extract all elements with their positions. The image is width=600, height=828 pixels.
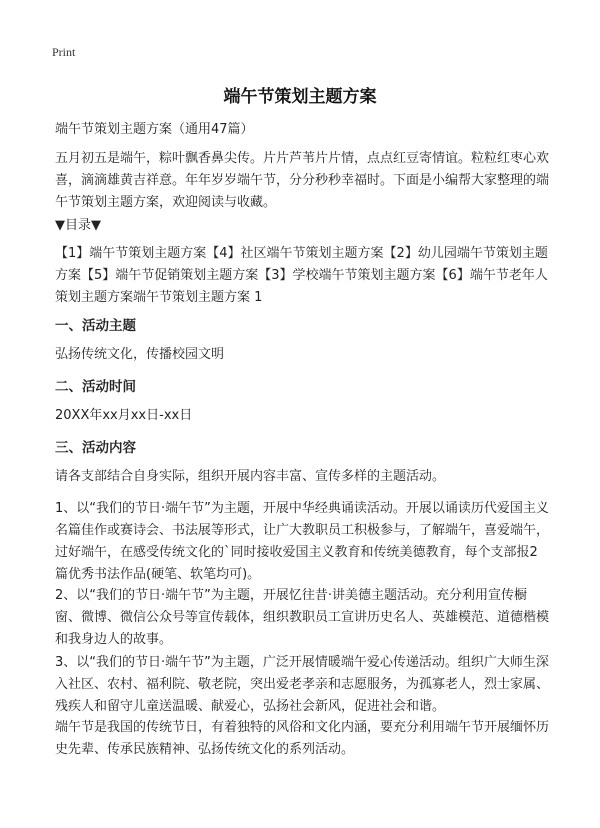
section-heading-theme: 一、活动主题: [55, 318, 136, 334]
section-heading-time: 二、活动时间: [55, 379, 136, 395]
content-paragraph-1: 1、以“我们的节日·端午节”为主题，开展中华经典诵读活动。开展以诵读历代爱国主义名篇佳作或赛诗会、书法展等形式，让广大教职员工积极参与，了解端午，喜爱端午，过好端午，在感受传统文化的`同时接收爱国主义教育和传统美德教育，每个支部报2篇优秀书法作品(硬笔、软笔均可)。: [55, 501, 550, 582]
content-paragraph-3: 3、以“我们的节日·端午节”为主题，广泛开展情暖端午爱心传递活动。组织广大师生深入社区、农村、福利院、敬老院，突出爱老孝亲和志愿服务，为孤寡老人，烈士家属、残疾人和留守儿童送温暖、献爱心，弘扬社会新风，促进社会和谐。: [55, 655, 550, 714]
document-subtitle: 端午节策划主题方案（通用47篇）: [55, 122, 254, 137]
section-body-content: 请各支部结合自身实际，组织开展内容丰富、宣传多样的主题活动。: [55, 469, 446, 484]
document-title: 端午节策划主题方案: [223, 87, 377, 107]
content-paragraph-4: 端午节是我国的传统节日，有着独特的风俗和文化内涵，要充分利用端午节开展缅怀历史先辈、传承民族精神、弘扬传统文化的系列活动。: [55, 720, 550, 757]
intro-paragraph: 五月初五是端午，粽叶飘香鼻尖传。片片芦苇片片情，点点红豆寄情谊。粒粒红枣心欢喜，滴滴雄黄吉祥意。年年岁岁端午节，分分秒秒幸福时。下面是小编帮大家整理的端午节策划主题方案，欢迎阅读与收藏。: [55, 151, 550, 210]
toc-links[interactable]: 【1】端午节策划主题方案【4】社区端午节策划主题方案【2】幼儿园端午节策划主题方案【5】端午节促销策划主题方案【3】学校端午节策划主题方案【6】端午节老年人策划主题方案端午节策划主题方案 1: [55, 246, 548, 305]
print-label[interactable]: Print: [52, 45, 76, 59]
content-paragraph-2: 2、以“我们的节日·端午节”为主题，开展忆往昔·讲美德主题活动。充分利用宣传橱窗、微博、微信公众号等宣传载体，组织教职员工宣讲历史名人、英雄模范、道德楷模和我身边人的故事。: [55, 588, 550, 647]
section-heading-content: 三、活动内容: [55, 440, 136, 456]
section-body-time: 20XX年xx月xx日-xx日: [55, 408, 193, 423]
section-body-theme: 弘扬传统文化，传播校园文明: [55, 347, 225, 362]
toc-label[interactable]: ▼目录▼: [55, 218, 101, 233]
